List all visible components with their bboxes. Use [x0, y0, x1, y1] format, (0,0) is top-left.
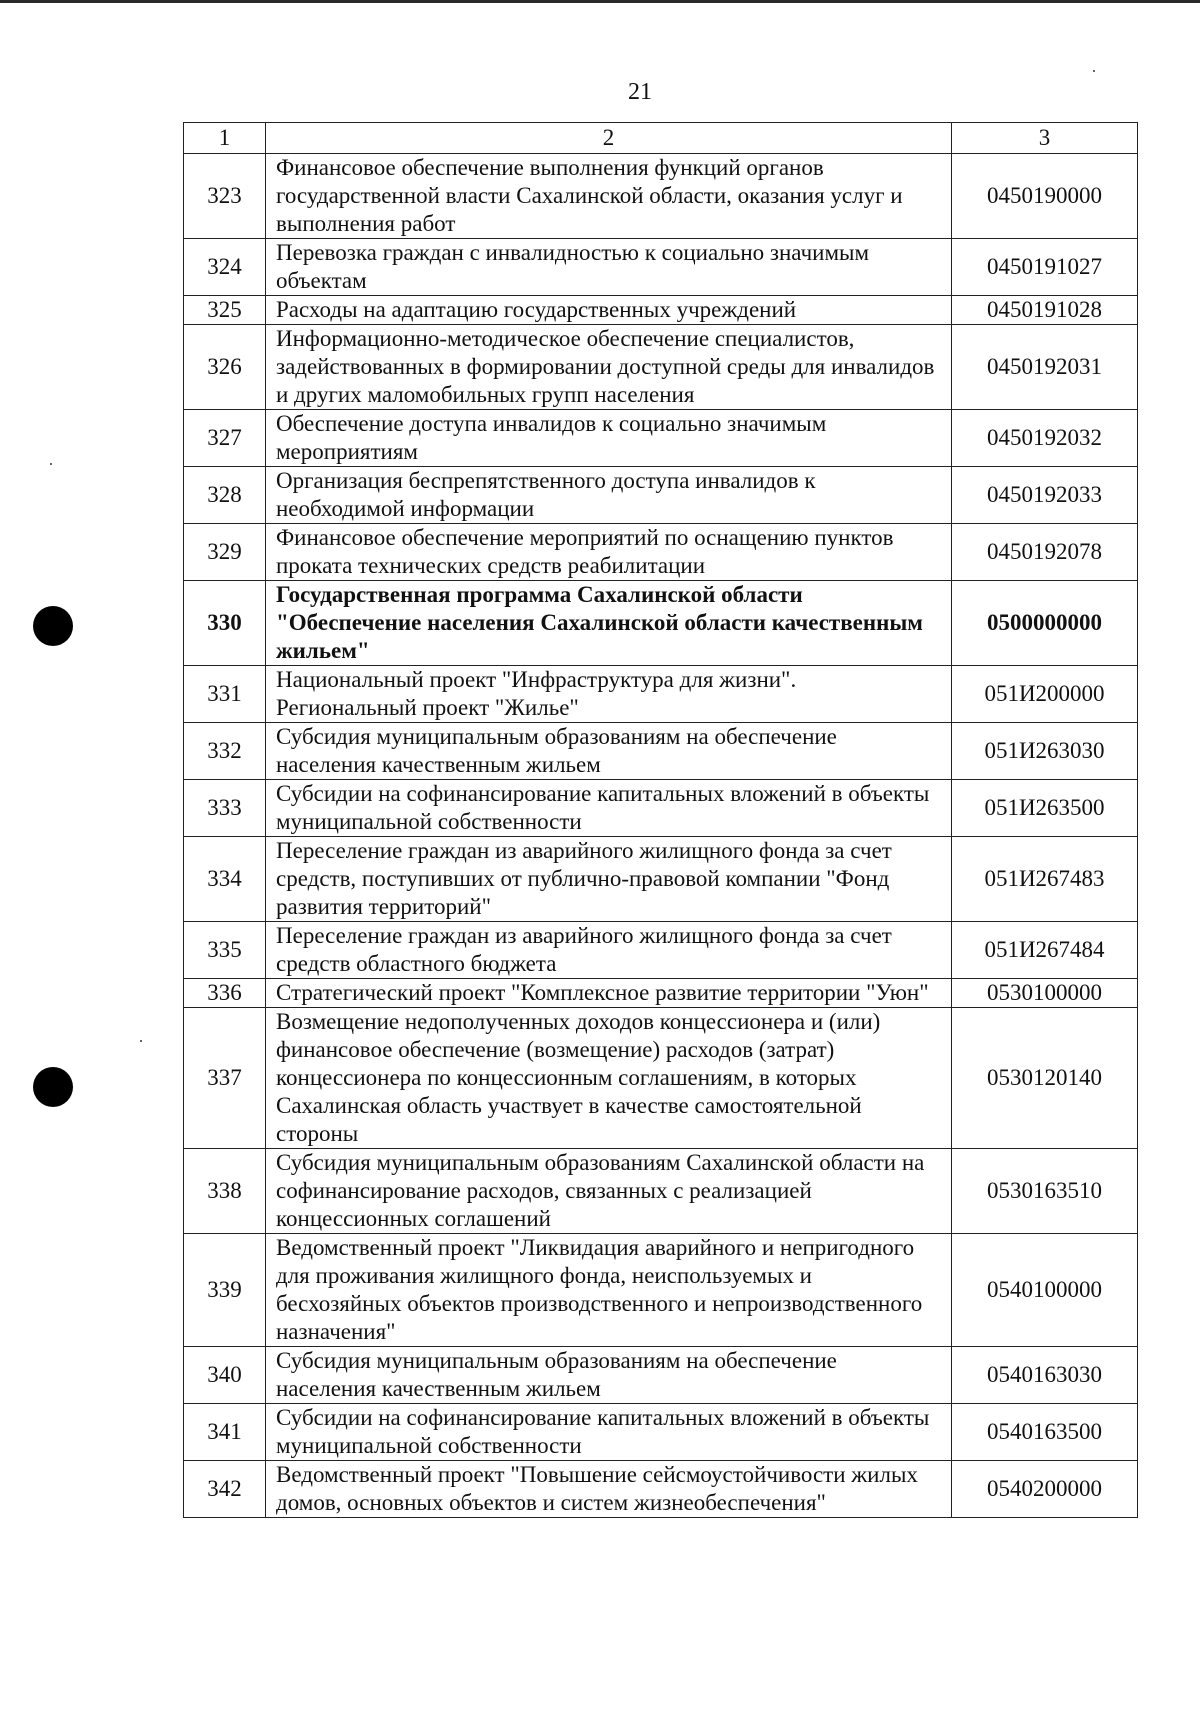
- row-name: Организация беспрепятственного доступа инвалидов к необходимой информации: [266, 467, 952, 524]
- table-row: [184, 979, 1138, 1008]
- page-number: 21: [628, 79, 652, 105]
- row-name: Обеспечение доступа инвалидов к социально значимым мероприятиям: [266, 410, 952, 467]
- row-code: 051И263500: [952, 780, 1138, 837]
- scan-top-edge: [0, 0, 1200, 3]
- row-number: 335: [184, 922, 266, 979]
- row-name: Ведомственный проект "Повышение сейсмоустойчивости жилых домов, основных объектов и систем жизнеобеспечения": [266, 1461, 952, 1518]
- row-name: Возмещение недополученных доходов концессионера и (или) финансовое обеспечение (возмещение) расходов (затрат) концессионера по концессионным соглашениям, в которых Сахалинская область участвует в качестве самостоятельной стороны: [266, 1008, 952, 1149]
- row-name: Государственная программа Сахалинской области "Обеспечение населения Сахалинской области качественным жильем": [266, 581, 952, 666]
- row-name: Субсидия муниципальным образованиям на обеспечение населения качественным жильем: [266, 723, 952, 780]
- scan-speck: [140, 1040, 142, 1042]
- scan-speck: [50, 463, 52, 465]
- row-number: 342: [184, 1461, 266, 1518]
- column-header-number: 1: [184, 123, 266, 154]
- row-code: 051И267483: [952, 837, 1138, 922]
- row-name: Субсидии на софинансирование капитальных вложений в объекты муниципальной собственности: [266, 780, 952, 837]
- row-number: 340: [184, 1347, 266, 1404]
- table-row: [184, 837, 1138, 922]
- row-code: 051И263030: [952, 723, 1138, 780]
- table-header-row: [184, 123, 1138, 154]
- row-name: Национальный проект "Инфраструктура для жизни". Региональный проект "Жилье": [266, 666, 952, 723]
- row-number: 333: [184, 780, 266, 837]
- row-code: 0530100000: [952, 979, 1138, 1008]
- row-number: 332: [184, 723, 266, 780]
- row-code: 0540163030: [952, 1347, 1138, 1404]
- row-code: 0450191027: [952, 239, 1138, 296]
- table-row: [184, 1234, 1138, 1347]
- punch-hole-top: [33, 606, 73, 646]
- row-code: 0450191028: [952, 296, 1138, 325]
- row-code: 0530163510: [952, 1149, 1138, 1234]
- row-number: 326: [184, 325, 266, 410]
- row-number: 330: [184, 581, 266, 666]
- row-number: 334: [184, 837, 266, 922]
- table-row: [184, 1347, 1138, 1404]
- row-number: 329: [184, 524, 266, 581]
- row-number: 341: [184, 1404, 266, 1461]
- table-row: [184, 1149, 1138, 1234]
- row-code: 0540163500: [952, 1404, 1138, 1461]
- row-number: 325: [184, 296, 266, 325]
- row-code: 0500000000: [952, 581, 1138, 666]
- row-name: Переселение граждан из аварийного жилищного фонда за счет средств областного бюджета: [266, 922, 952, 979]
- row-name: Информационно-методическое обеспечение специалистов, задействованных в формировании доступной среды для инвалидов и других маломобильных групп населения: [266, 325, 952, 410]
- table-row: [184, 922, 1138, 979]
- row-code: 0450190000: [952, 154, 1138, 239]
- row-number: 327: [184, 410, 266, 467]
- table-row: [184, 723, 1138, 780]
- table-row: [184, 1008, 1138, 1149]
- row-name: Субсидии на софинансирование капитальных вложений в объекты муниципальной собственности: [266, 1404, 952, 1461]
- row-number: 328: [184, 467, 266, 524]
- row-name: Субсидия муниципальным образованиям Сахалинской области на софинансирование расходов, связанных с реализацией концессионных соглашений: [266, 1149, 952, 1234]
- row-name: Переселение граждан из аварийного жилищного фонда за счет средств, поступивших от публично-правовой компании "Фонд развития территорий": [266, 837, 952, 922]
- row-code: 0540100000: [952, 1234, 1138, 1347]
- column-header-name: 2: [266, 123, 952, 154]
- row-name: Ведомственный проект "Ликвидация аварийного и непригодного для проживания жилищного фонда, неиспользуемых и бесхозяйных объектов производственного и непроизводственного назначения": [266, 1234, 952, 1347]
- row-code: 0450192031: [952, 325, 1138, 410]
- row-number: 338: [184, 1149, 266, 1234]
- table-row: [184, 666, 1138, 723]
- table-row: [184, 780, 1138, 837]
- row-code: 0540200000: [952, 1461, 1138, 1518]
- scan-speck: [1093, 70, 1095, 72]
- row-code: 0530120140: [952, 1008, 1138, 1149]
- row-name: Стратегический проект "Комплексное развитие территории "Уюн": [266, 979, 952, 1008]
- table-row: [184, 524, 1138, 581]
- row-number: 331: [184, 666, 266, 723]
- column-header-code: 3: [952, 123, 1138, 154]
- table-row: [184, 1461, 1138, 1518]
- row-number: 337: [184, 1008, 266, 1149]
- row-number: 336: [184, 979, 266, 1008]
- row-number: 339: [184, 1234, 266, 1347]
- table-row: [184, 1404, 1138, 1461]
- row-number: 324: [184, 239, 266, 296]
- punch-hole-bottom: [33, 1067, 73, 1107]
- row-name: Финансовое обеспечение выполнения функций органов государственной власти Сахалинской области, оказания услуг и выполнения работ: [266, 154, 952, 239]
- table-row: [184, 410, 1138, 467]
- row-code: 0450192078: [952, 524, 1138, 581]
- table-row: [184, 581, 1138, 666]
- row-name: Субсидия муниципальным образованиям на обеспечение населения качественным жильем: [266, 1347, 952, 1404]
- row-code: 051И267484: [952, 922, 1138, 979]
- row-number: 323: [184, 154, 266, 239]
- row-name: Перевозка граждан с инвалидностью к социально значимым объектам: [266, 239, 952, 296]
- budget-code-table: [183, 122, 1138, 1518]
- row-name: Расходы на адаптацию государственных учреждений: [266, 296, 952, 325]
- table-row: [184, 154, 1138, 239]
- table-row: [184, 467, 1138, 524]
- table-row: [184, 325, 1138, 410]
- table-row: [184, 296, 1138, 325]
- row-name: Финансовое обеспечение мероприятий по оснащению пунктов проката технических средств реабилитации: [266, 524, 952, 581]
- row-code: 051И200000: [952, 666, 1138, 723]
- table-row: [184, 239, 1138, 296]
- row-code: 0450192033: [952, 467, 1138, 524]
- row-code: 0450192032: [952, 410, 1138, 467]
